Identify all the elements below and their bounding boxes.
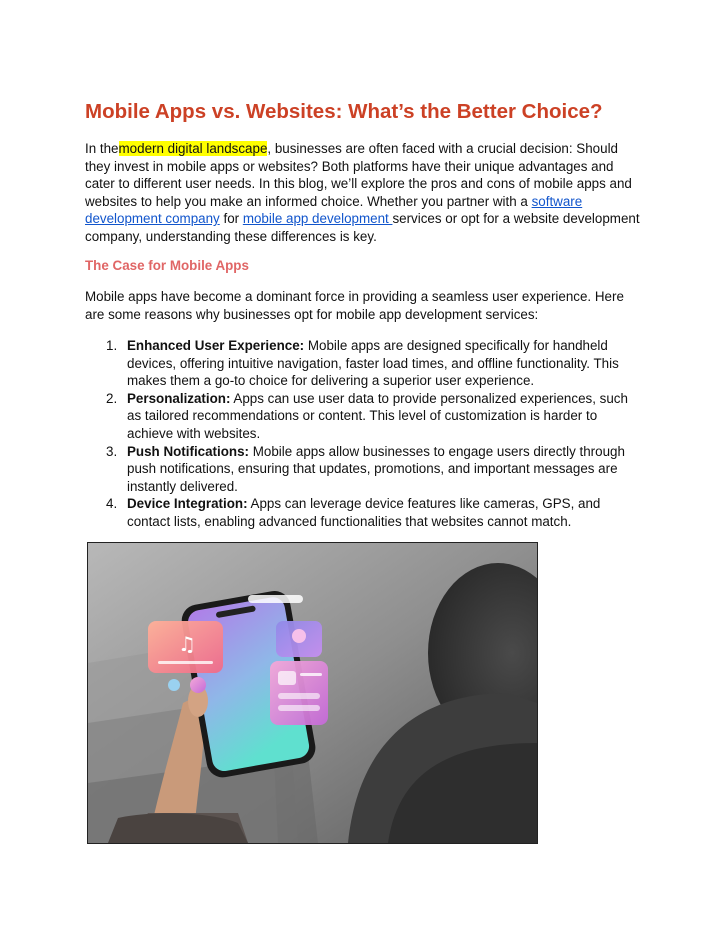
reasons-list — [85, 337, 645, 531]
section-heading: The Case for Mobile Apps — [85, 258, 249, 273]
list-term: Push Notifications: — [127, 443, 250, 459]
section-intro: Mobile apps have become a dominant force in providing a seamless user experience. Here are some reasons why businesses opt for mobile app development services: — [85, 289, 624, 322]
list-text: Mobile apps allow businesses to engage users directly through push notifications, ensuring that updates, promotions, and important messages are instantly delivered. — [127, 443, 625, 494]
list-term: Personalization: — [127, 390, 231, 406]
software-development-link[interactable]: software development company — [85, 193, 583, 227]
list-term: Device Integration: — [127, 496, 248, 512]
list-text: Mobile apps are designed specifically for handheld devices, offering intuitive navigation, faster load times, and offline functionality. This makes them a go-to choice for delivering a superior user experience. — [127, 338, 619, 389]
list-item — [85, 443, 645, 496]
list-item — [85, 337, 645, 390]
intro-text-start: In the — [85, 141, 119, 156]
list-number: 1. — [106, 338, 118, 353]
intro-text-end: services or opt for a website development company, understanding these differences is key. — [85, 211, 640, 244]
phone-with-floating-app-cards-photo — [88, 543, 537, 843]
intro-text-middle: , businesses are often faced with a crucial decision: Should they invest in mobile apps or websites? Both platforms have their unique advantages and cater to different user needs. In this blog, we’ll explore the pros and cons of mobile apps and websites to help you make an informed choice. Whether you partner with a — [85, 141, 632, 209]
phone-app-illustration — [87, 542, 538, 844]
list-number: 4. — [106, 496, 118, 512]
highlighted-phrase: modern digital landscape — [118, 141, 268, 156]
intro-text-for: for — [223, 211, 243, 227]
page-title: Mobile Apps vs. Websites: What’s the Better Choice? — [85, 100, 603, 123]
intro-paragraph — [85, 140, 645, 246]
list-item — [85, 390, 645, 443]
list-term: Enhanced User Experience: — [127, 338, 305, 353]
list-item — [85, 495, 645, 530]
list-number: 2. — [106, 390, 118, 406]
list-number: 3. — [106, 443, 118, 459]
list-text: Apps can leverage device features like cameras, GPS, and contact lists, enabling advanced functionalities that websites cannot match. — [127, 496, 601, 529]
mobile-app-development-link[interactable]: mobile app development — [242, 211, 393, 227]
svg-text:♫: ♫ — [178, 632, 196, 656]
list-text: Apps can use user data to provide personalized experiences, such as tailored recommendations or content. This level of customization is harder to achieve with websites. — [127, 390, 628, 441]
